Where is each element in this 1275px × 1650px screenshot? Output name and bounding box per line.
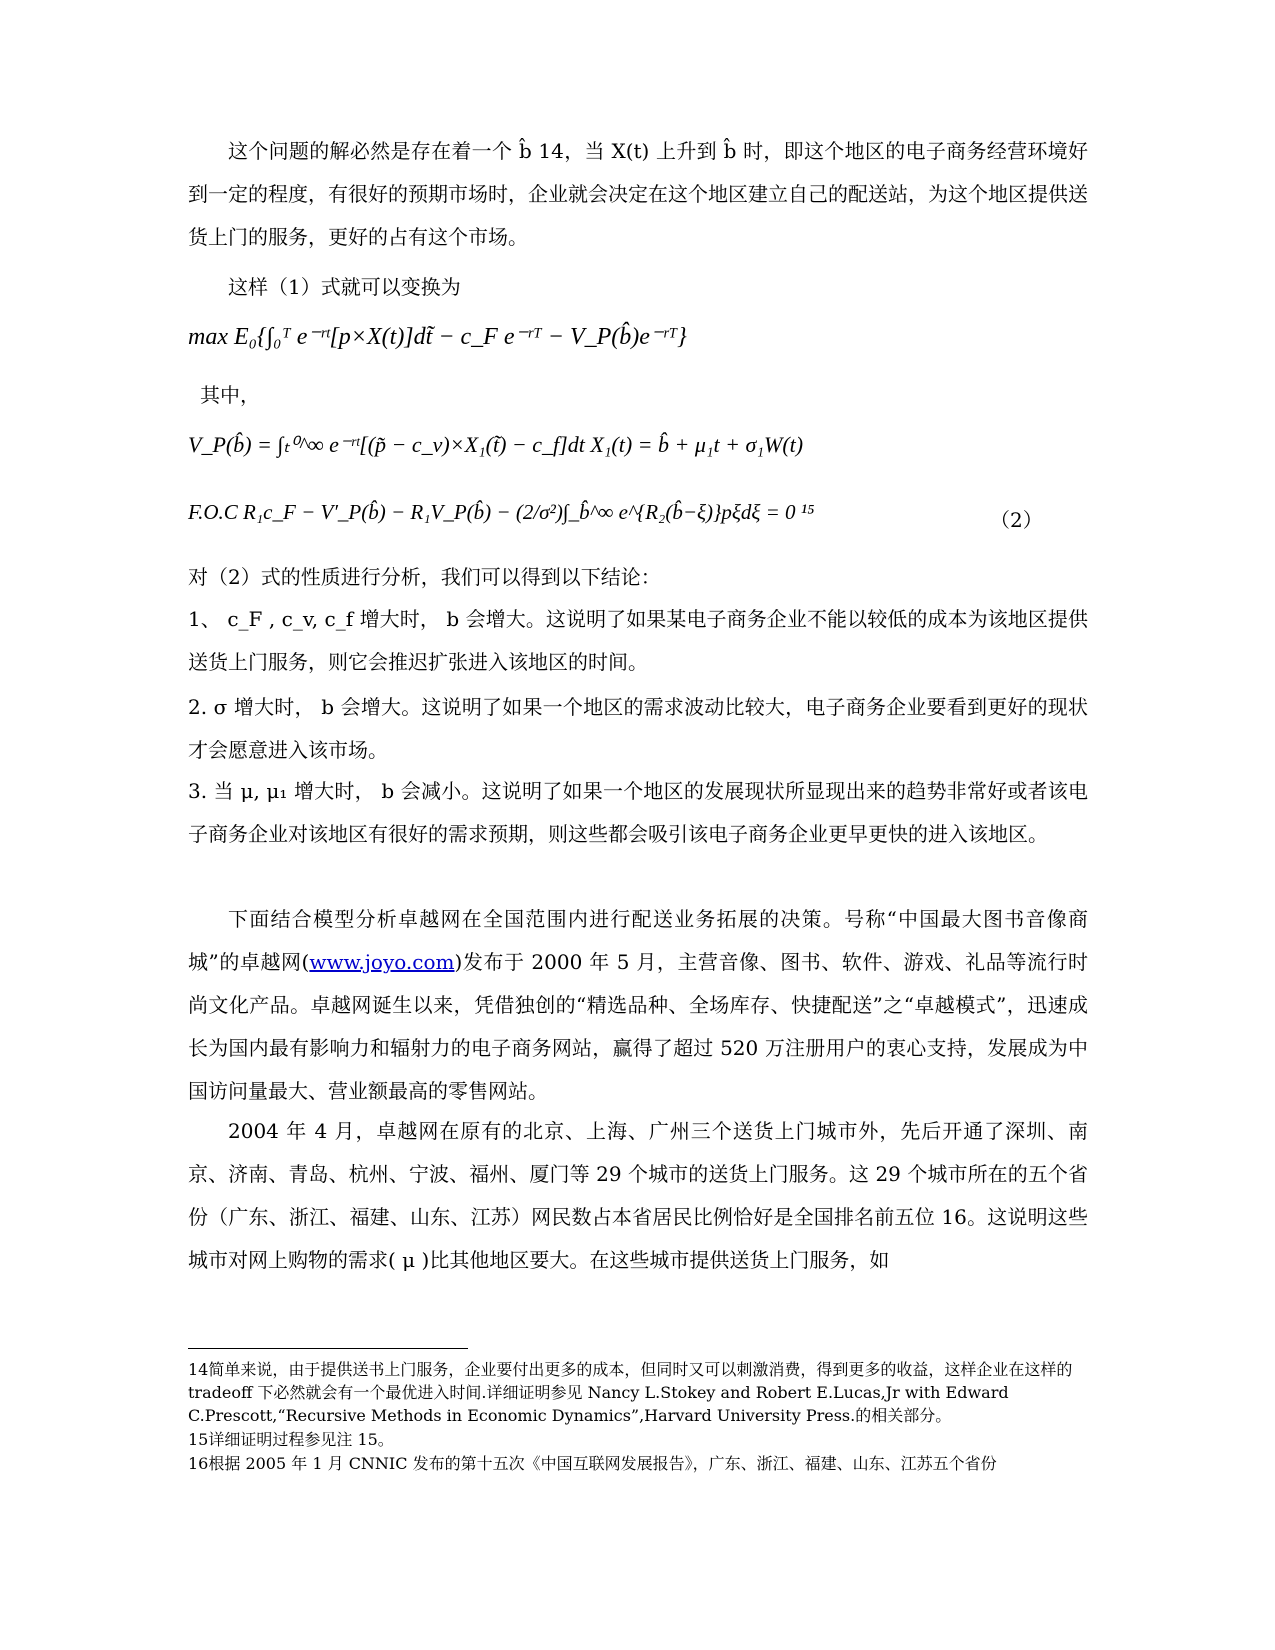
joyo-text-before: 下面结合模型分析卓越网在全国范围内进行配送业务拓展的决策。号称“中国最大图书音像商城”的卓越网( (188, 907, 1088, 974)
intro-paragraph: 这个问题的解必然是存在着一个 b̂ 14，当 X(t) 上升到 b̂ 时，即这个地区的电子商务经营环境好到一定的程度，有很好的预期市场时，企业就会决定在这个地区建立自己的配送站，为这个地区提供送货上门的服务，更好的占有这个市场。 (188, 139, 1088, 249)
footnote-divider (188, 1348, 468, 1349)
joyo-paragraph (188, 898, 1088, 1113)
where-label: 其中， (200, 383, 260, 407)
joyo-link[interactable]: www.joyo.com (309, 950, 455, 974)
paragraph-2004: 2004 年 4 月，卓越网在原有的北京、上海、广州三个送货上门城市外，先后开通了深圳、南京、济南、青岛、杭州、宁波、福州、厦门等 29 个城市的送货上门服务。这 29 个城市所在的五个省份（广东、浙江、福建、山东、江苏）网民数占本省居民比例恰好是全国排名前五位 16。这说明这些城市对网上购物的需求( μ )比其他地区要大。在这些城市提供送货上门服务，如 (188, 1119, 1088, 1272)
transform-sentence: 这样（1）式就可以变换为 (228, 275, 461, 299)
conclusion-intro: 对（2）式的性质进行分析，我们可以得到以下结论： (188, 565, 661, 589)
value-function-equation: V_P(b̂) = ∫ₜ⁰^∞ e⁻ʳᵗ[(p̃ − c_v)×X₁(t̃) − c_f]dt X₁(t) = b̂ + μ₁t + σ₁W(t) (188, 432, 804, 457)
footnote-14: 14简单来说，由于提供送书上门服务，企业要付出更多的成本，但同时又可以刺激消费，得到更多的收益，这样企业在这样的 tradeoff 下必然就会有一个最优进入时间.详细证明参见 Nancy L.Stokey and Robert E.Lucas,Jr with Edward C.Prescott,“Recursive Methods in Economic Dynamics”,Harvard University Press.的相关部分。 (188, 1360, 1073, 1425)
foc-equation: F.O.C R₁c_F − V′_P(b̂) − R₁V_P(b̂) − (2/σ²)∫_b̂^∞ e^{R₂(b̂−ξ)}pξdξ = 0 ¹⁵ (188, 500, 815, 524)
conclusion-3: 3. 当 μ, μ₁ 增大时， b 会减小。这说明了如果一个地区的发展现状所显现出来的趋势非常好或者该电子商务企业对该地区有很好的需求预期，则这些都会吸引该电子商务企业更早更快的进入该地区。 (188, 779, 1088, 846)
footnote-15: 15详细证明过程参见注 15。 (188, 1430, 394, 1449)
conclusion-1: 1、 c_F , c_v, c_f 增大时， b 会增大。这说明了如果某电子商务企业不能以较低的成本为该地区提供送货上门服务，则它会推迟扩张进入该地区的时间。 (188, 607, 1088, 674)
objective-equation: max E₀{∫₀ᵀ e⁻ʳᵗ[p×X(t)]dt̃ − c_F e⁻ʳᵀ − V_P(b̂)e⁻ʳᵀ} (188, 324, 687, 350)
equation-number: （2） (990, 508, 1043, 532)
joyo-text-after: )发布于 2000 年 5 月，主营音像、图书、软件、游戏、礼品等流行时尚文化产品。卓越网诞生以来，凭借独创的“精选品种、全场库存、快捷配送”之“卓越模式”，迅速成长为国内最有影响力和辐射力的电子商务网站，赢得了超过 520 万注册用户的衷心支持，发展成为中国访问量最大、营业额最高的零售网站。 (188, 950, 1088, 1103)
footnote-16: 16根据 2005 年 1 月 CNNIC 发布的第十五次《中国互联网发展报告》，广东、浙江、福建、山东、江苏五个省份 (188, 1454, 997, 1473)
conclusion-2: 2. σ 增大时， b 会增大。这说明了如果一个地区的需求波动比较大，电子商务企业要看到更好的现状才会愿意进入该市场。 (188, 695, 1088, 762)
